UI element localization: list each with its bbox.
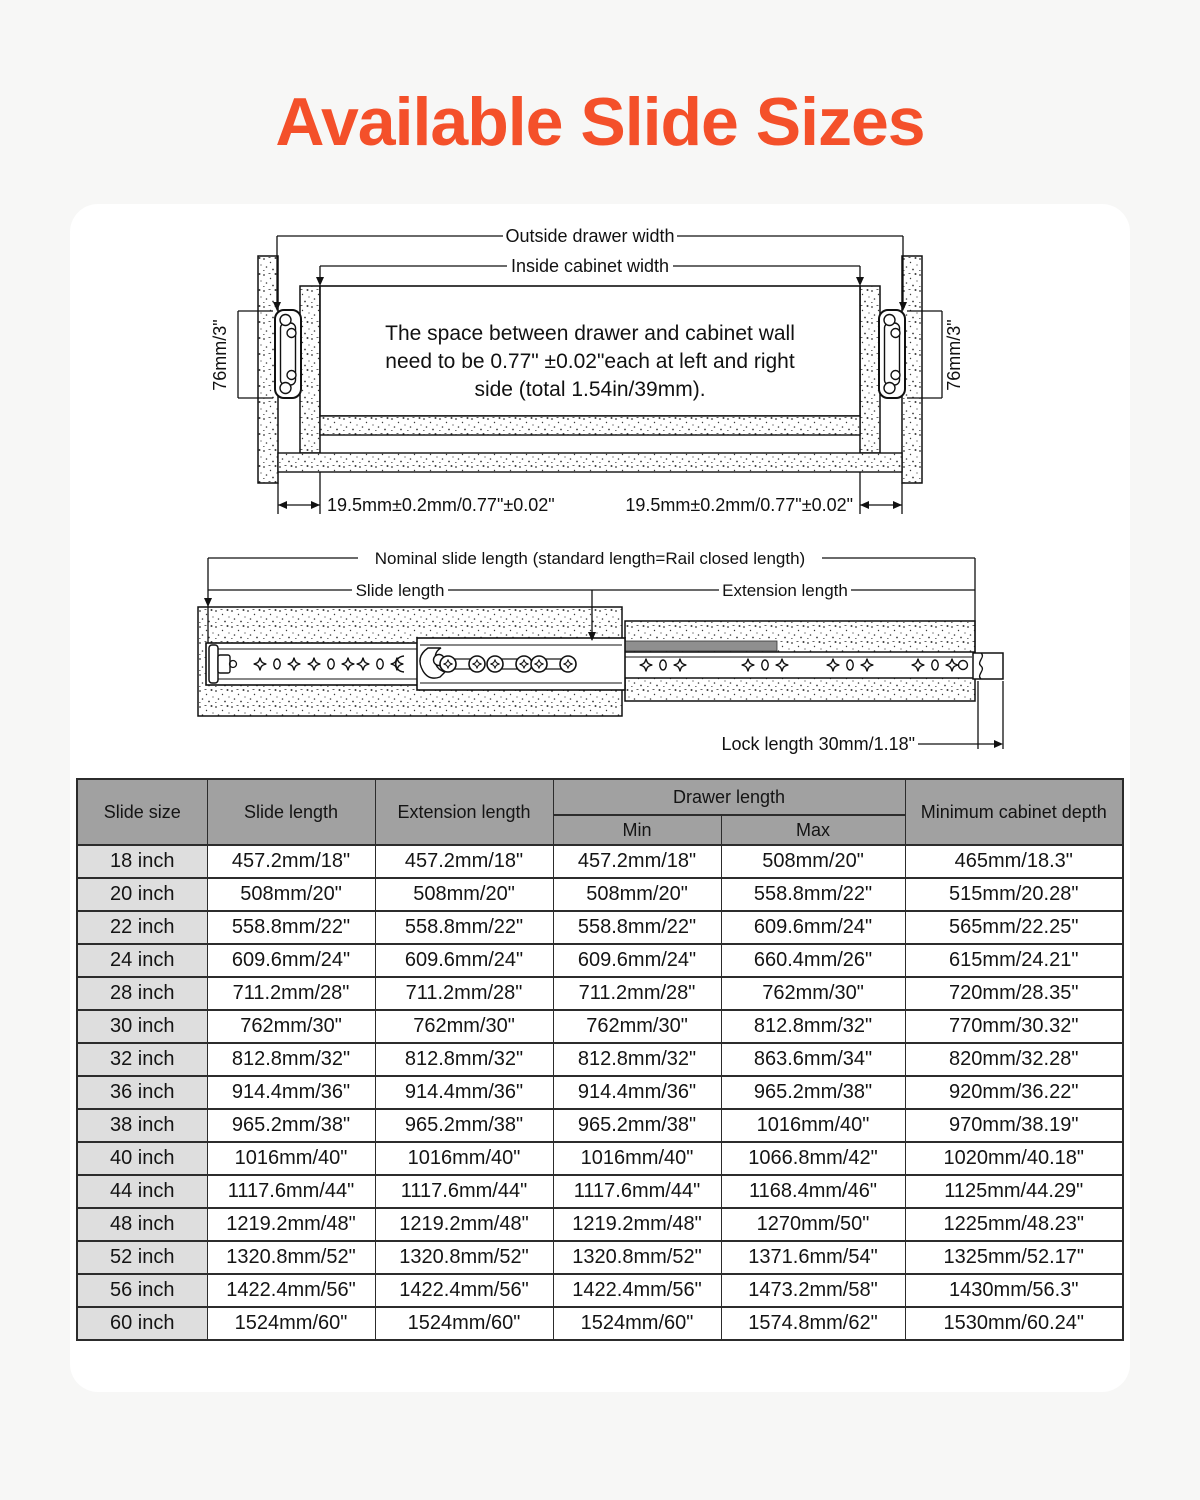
cabinet-cross-section-diagram (210, 226, 964, 515)
table-row (77, 1076, 1123, 1109)
cell-min-cabinet-depth: 970mm/38.19" (905, 1109, 1123, 1142)
cell-extension-length: 558.8mm/22" (375, 911, 553, 944)
slide-sizes-card (70, 204, 1130, 1392)
header-drawer-length: Drawer length (553, 779, 905, 815)
cell-extension-length: 1016mm/40" (375, 1142, 553, 1175)
cell-drawer-length-min: 457.2mm/18" (553, 845, 721, 878)
cell-extension-length: 508mm/20" (375, 878, 553, 911)
cell-min-cabinet-depth: 1125mm/44.29" (905, 1175, 1123, 1208)
table-row (77, 1043, 1123, 1076)
cell-min-cabinet-depth: 465mm/18.3" (905, 845, 1123, 878)
cell-drawer-length-min: 1422.4mm/56" (553, 1274, 721, 1307)
cell-slide-length: 1320.8mm/52" (207, 1241, 375, 1274)
table-header (77, 779, 1123, 845)
cell-slide-size: 18 inch (77, 845, 207, 878)
table-row (77, 911, 1123, 944)
table-row (77, 944, 1123, 977)
cell-drawer-length-min: 812.8mm/32" (553, 1043, 721, 1076)
table-row (77, 1142, 1123, 1175)
header-extension-length: Extension length (375, 779, 553, 845)
note-line-2: need to be 0.77" ±0.02"each at left and right (385, 350, 795, 373)
slide-length-diagram (198, 549, 1003, 754)
cell-drawer-length-min: 508mm/20" (553, 878, 721, 911)
cell-drawer-length-min: 711.2mm/28" (553, 977, 721, 1010)
cell-slide-length: 965.2mm/38" (207, 1109, 375, 1142)
cell-drawer-length-min: 1524mm/60" (553, 1307, 721, 1340)
left-slide-cross-section (275, 310, 301, 398)
left-height-label: 76mm/3" (210, 319, 230, 391)
cell-drawer-length-max: 1066.8mm/42" (721, 1142, 905, 1175)
page-title: Available Slide Sizes (275, 84, 925, 160)
cell-extension-length: 812.8mm/32" (375, 1043, 553, 1076)
drawer-bottom-panel (320, 416, 860, 435)
nominal-length-label: Nominal slide length (standard length=Rail closed length) (374, 549, 806, 568)
table-row (77, 878, 1123, 911)
cell-drawer-length-min: 609.6mm/24" (553, 944, 721, 977)
cell-drawer-length-min: 1117.6mm/44" (553, 1175, 721, 1208)
cell-drawer-length-max: 762mm/30" (721, 977, 905, 1010)
lock-length-label: Lock length 30mm/1.18" (721, 734, 915, 754)
cell-slide-size: 20 inch (77, 878, 207, 911)
table-row (77, 1175, 1123, 1208)
table-row (77, 977, 1123, 1010)
cell-slide-length: 914.4mm/36" (207, 1076, 375, 1109)
cell-min-cabinet-depth: 1325mm/52.17" (905, 1241, 1123, 1274)
cell-extension-length: 1422.4mm/56" (375, 1274, 553, 1307)
cell-min-cabinet-depth: 1225mm/48.23" (905, 1208, 1123, 1241)
cell-min-cabinet-depth: 565mm/22.25" (905, 911, 1123, 944)
note-line-1: The space between drawer and cabinet wall (385, 322, 795, 345)
table-row (77, 1307, 1123, 1340)
cell-drawer-length-max: 660.4mm/26" (721, 944, 905, 977)
cell-drawer-length-max: 558.8mm/22" (721, 878, 905, 911)
cell-drawer-length-min: 1016mm/40" (553, 1142, 721, 1175)
right-gap-label: 19.5mm±0.2mm/0.77"±0.02" (625, 495, 853, 515)
cell-drawer-length-max: 1168.4mm/46" (721, 1175, 905, 1208)
slide-size-table-body (77, 845, 1123, 1340)
left-gap-label: 19.5mm±0.2mm/0.77"±0.02" (327, 495, 555, 515)
table-row (77, 1010, 1123, 1043)
cell-extension-length: 1524mm/60" (375, 1307, 553, 1340)
header-slide-length: Slide length (207, 779, 375, 845)
cell-drawer-length-max: 1016mm/40" (721, 1109, 905, 1142)
extension-length-label: Extension length (722, 581, 848, 600)
cell-slide-size: 30 inch (77, 1010, 207, 1043)
cell-slide-size: 40 inch (77, 1142, 207, 1175)
cell-drawer-length-max: 812.8mm/32" (721, 1010, 905, 1043)
inside-cabinet-width-label: Inside cabinet width (510, 256, 670, 276)
cell-extension-length: 1320.8mm/52" (375, 1241, 553, 1274)
cell-min-cabinet-depth: 515mm/20.28" (905, 878, 1123, 911)
cell-slide-size: 36 inch (77, 1076, 207, 1109)
table-row (77, 1109, 1123, 1142)
cell-slide-length: 1524mm/60" (207, 1307, 375, 1340)
cell-drawer-length-min: 762mm/30" (553, 1010, 721, 1043)
cell-slide-size: 60 inch (77, 1307, 207, 1340)
cell-min-cabinet-depth: 1020mm/40.18" (905, 1142, 1123, 1175)
cell-min-cabinet-depth: 720mm/28.35" (905, 977, 1123, 1010)
cell-slide-length: 711.2mm/28" (207, 977, 375, 1010)
cell-drawer-length-max: 1473.2mm/58" (721, 1274, 905, 1307)
cell-drawer-length-min: 965.2mm/38" (553, 1109, 721, 1142)
header-drawer-min: Min (553, 815, 721, 845)
cell-slide-size: 24 inch (77, 944, 207, 977)
cell-slide-length: 609.6mm/24" (207, 944, 375, 977)
cell-slide-size: 32 inch (77, 1043, 207, 1076)
outside-drawer-width-label: Outside drawer width (505, 226, 675, 246)
note-line-3: side (total 1.54in/39mm). (474, 378, 706, 401)
cabinet-bottom-panel (278, 453, 902, 472)
right-height-label: 76mm/3" (944, 319, 964, 391)
cell-drawer-length-min: 914.4mm/36" (553, 1076, 721, 1109)
slide-length-label: Slide length (355, 581, 445, 600)
cell-min-cabinet-depth: 820mm/32.28" (905, 1043, 1123, 1076)
table-row (77, 1208, 1123, 1241)
cell-drawer-length-max: 965.2mm/38" (721, 1076, 905, 1109)
cell-slide-length: 1117.6mm/44" (207, 1175, 375, 1208)
cell-extension-length: 1117.6mm/44" (375, 1175, 553, 1208)
cell-slide-length: 1422.4mm/56" (207, 1274, 375, 1307)
cell-slide-length: 1016mm/40" (207, 1142, 375, 1175)
cell-min-cabinet-depth: 1430mm/56.3" (905, 1274, 1123, 1307)
cell-slide-size: 28 inch (77, 977, 207, 1010)
cell-min-cabinet-depth: 615mm/24.21" (905, 944, 1123, 977)
header-min-cabinet-depth: Minimum cabinet depth (905, 779, 1123, 845)
technical-diagrams (70, 208, 1130, 778)
cell-extension-length: 965.2mm/38" (375, 1109, 553, 1142)
cell-drawer-length-max: 508mm/20" (721, 845, 905, 878)
table-row (77, 845, 1123, 878)
cell-slide-length: 457.2mm/18" (207, 845, 375, 878)
cell-min-cabinet-depth: 1530mm/60.24" (905, 1307, 1123, 1340)
cell-extension-length: 914.4mm/36" (375, 1076, 553, 1109)
cell-drawer-length-max: 1270mm/50" (721, 1208, 905, 1241)
cell-drawer-length-max: 863.6mm/34" (721, 1043, 905, 1076)
extension-rail (603, 652, 975, 678)
lock-tab (973, 653, 1003, 679)
cell-slide-size: 44 inch (77, 1175, 207, 1208)
cell-slide-size: 52 inch (77, 1241, 207, 1274)
cell-extension-length: 762mm/30" (375, 1010, 553, 1043)
cell-slide-length: 1219.2mm/48" (207, 1208, 375, 1241)
table-row (77, 1241, 1123, 1274)
table-row (77, 1274, 1123, 1307)
cell-min-cabinet-depth: 770mm/30.32" (905, 1010, 1123, 1043)
right-inner-wall (860, 286, 880, 453)
cell-slide-length: 558.8mm/22" (207, 911, 375, 944)
cell-drawer-length-min: 558.8mm/22" (553, 911, 721, 944)
cell-drawer-length-max: 1574.8mm/62" (721, 1307, 905, 1340)
header-drawer-max: Max (721, 815, 905, 845)
cell-slide-size: 38 inch (77, 1109, 207, 1142)
cell-extension-length: 711.2mm/28" (375, 977, 553, 1010)
cell-drawer-length-min: 1219.2mm/48" (553, 1208, 721, 1241)
header-slide-size: Slide size (77, 779, 207, 845)
cell-drawer-length-max: 1371.6mm/54" (721, 1241, 905, 1274)
cell-slide-size: 22 inch (77, 911, 207, 944)
left-inner-wall (300, 286, 320, 453)
cell-slide-length: 812.8mm/32" (207, 1043, 375, 1076)
cell-slide-size: 48 inch (77, 1208, 207, 1241)
right-slide-cross-section (879, 310, 905, 398)
cell-slide-length: 762mm/30" (207, 1010, 375, 1043)
cell-slide-length: 508mm/20" (207, 878, 375, 911)
cell-extension-length: 609.6mm/24" (375, 944, 553, 977)
cell-min-cabinet-depth: 920mm/36.22" (905, 1076, 1123, 1109)
cell-extension-length: 457.2mm/18" (375, 845, 553, 878)
cell-drawer-length-min: 1320.8mm/52" (553, 1241, 721, 1274)
cell-slide-size: 56 inch (77, 1274, 207, 1307)
cell-drawer-length-max: 609.6mm/24" (721, 911, 905, 944)
cell-extension-length: 1219.2mm/48" (375, 1208, 553, 1241)
slide-size-table (76, 778, 1124, 1341)
